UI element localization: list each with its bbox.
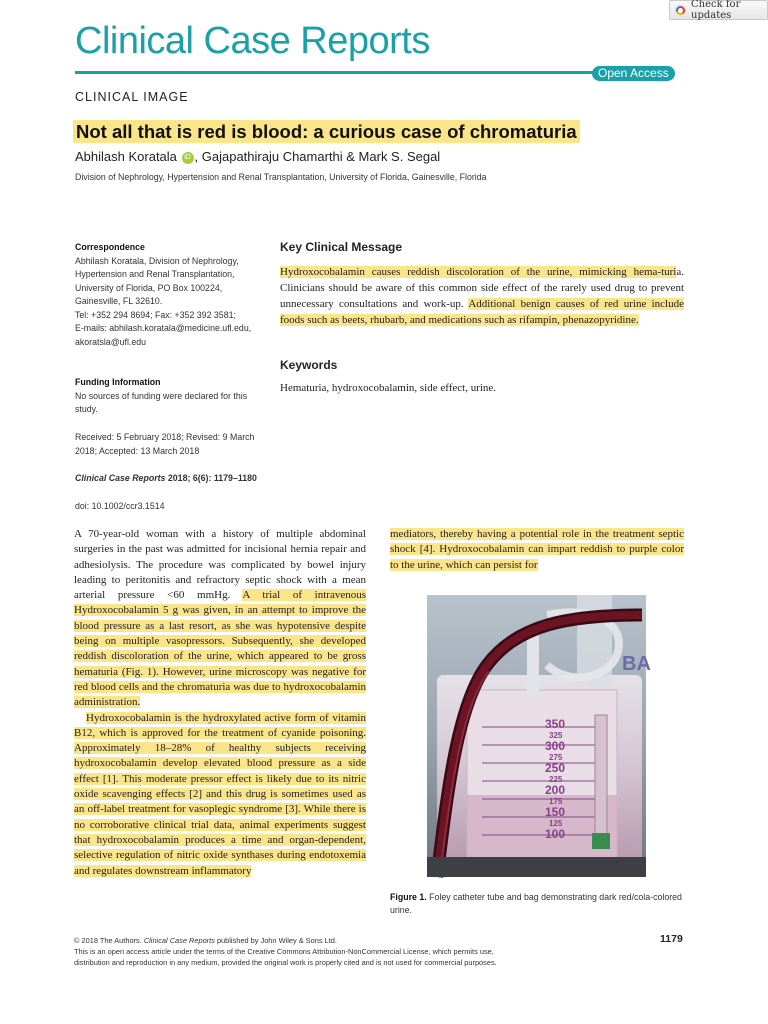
author-first[interactable]: Abhilash Koratala [75,149,177,164]
figure-caption-text: Foley catheter tube and bag demonstrating dark red/cola-colored urine. [390,892,682,915]
author-rest: , Gajapathiraju Chamarthi & Mark S. Segal [194,149,441,164]
dates-line: Received: 5 February 2018; Revised: 9 March [75,432,255,442]
funding-heading: Funding Information [75,377,161,387]
correspondence-email[interactable]: akoratsla@ufl.edu [75,336,147,347]
bag-letters: BA [622,653,651,675]
author-list [75,149,440,164]
scale-label: 350 [545,717,566,731]
keywords-heading: Keywords [280,358,338,372]
correspondence-line: University of Florida, PO Box 100224, [75,282,223,293]
keywords-text: Hematuria, hydroxocobalamin, side effect, urine. [280,382,497,394]
copyright-pre: © 2018 The Authors. [74,936,144,945]
journal-title: Clinical Case Reports [75,20,430,62]
key-message-highlight-2: Additional benign causes of red urine include foods such as beets, rhubarb, and medications such as rifampin, phenazopyridine. [280,298,684,326]
copyright-journal: Clinical Case Reports [143,936,215,945]
body-p3-highlight: mediators, thereby having a potential role in the treatment septic shock [4]. Hydroxocobalamin can impart reddish to purple color to the urine, which can persist for [390,528,684,571]
correspondence-line: Abhilash Koratala, Division of Nephrology, [75,255,239,266]
body-p2-highlight: Hydroxocobalamin is the hydroxylated active form of vitamin B12, which is approved for the treatment of cyanide poisoning. Approximately 18–28% of healthy subjects receiving hydroxocobalamin develop elevated blood pressure as a side effect [1]. This moderate pressor effect is likely due to its nitric oxide scavenging effects [2] and this drug is sometimes used as an off-label treatment for vasoplegic syndrome [3]. While there is no corroborative clinical trial data, animal experiments suggest that hydroxocobalamin produces a time and organ-dependent, selective regulation of nitric oxide synthases during endotoxemia and regulates downstream inflammatory [74,711,366,877]
citation-journal: Clinical Case Reports [75,473,166,483]
scale-label: 275 [549,753,563,762]
funding-line: No sources of funding were declared for this [75,390,248,401]
body-paragraph-2 [74,711,366,879]
journal-rule [75,71,595,74]
body-p1-plain: A 70-year-old woman with a history of multiple abdominal surgeries in the past was admitted for incisional hernia repair and adhesiolysis. The procedure was complicated by bowel injury leading to peritonitis and refractory septic shock with a mean arterial pressure <60 mmHg. [74,528,366,602]
article-title: Not all that is red is blood: a curious case of chromaturia [73,120,580,143]
body-left-column [74,527,366,879]
scale-label: 100 [545,827,566,841]
figure-image [427,595,651,877]
page-number: 1179 [660,933,683,945]
key-message-plain: a. Clinicians should be aware of this common side effect of the rarely used drug to prevent unnecessary consultations and work-up. [280,266,684,310]
funding-line: study. [75,404,98,414]
dates-line: 2018; Accepted: 13 March 2018 [75,445,200,456]
scale-label: 125 [549,819,563,828]
crossmark-icon [674,4,687,17]
scale-label: 225 [549,775,563,784]
body-p1-highlight: A trial of intravenous Hydroxocobalamin 5 g was given, in an attempt to improve the blood pressure as a last resort, as she was hypotensive despite being on multiple vasopressors. Subsequently, she developed reddish discoloration of the urine, which appeared to be gross hematuria (Fig. 1). However, urine microscopy was negative for red blood cells and the chromaturia was due to hydroxocobalamin administration. [74,589,366,709]
body-paragraph-1 [74,527,366,711]
key-message-highlight-1: Hydroxocobalamin causes reddish discoloration of the urine, mimicking hema-turi [280,266,677,278]
body-paragraph-3 [390,527,684,573]
check-for-updates-label: Check for updates [691,0,741,21]
license-footer [74,935,634,968]
orcid-icon[interactable]: iD [182,152,194,164]
license-line: distribution and reproduction in any medium, provided the original work is properly cited and is not used for commercial purposes. [74,958,497,967]
check-for-updates-button[interactable] [669,0,768,20]
key-message-heading: Key Clinical Message [280,240,403,254]
affiliation: Division of Nephrology, Hypertension and Renal Transplantation, University of Florida, Gainesville, Florida [75,172,487,182]
correspondence-line: Tel: +352 294 8694; Fax: +352 392 3581; [75,309,236,320]
funding-block [75,376,270,417]
dates-block [75,431,270,458]
correspondence-block [75,241,270,349]
copyright-post: published by John Wiley & Sons Ltd. [214,936,337,945]
correspondence-line: Gainesville, FL 32610. [75,296,163,306]
correspondence-line: Hypertension and Renal Transplantation, [75,269,235,279]
license-line: This is an open access article under the terms of the Creative Commons Attribution-NonCommercial License, which permits use, [74,947,494,956]
scale-label: 150 [545,805,566,819]
scale-label: 325 [549,731,563,740]
scale-label: 200 [545,783,566,797]
copyright-line [74,935,634,946]
body-right-column [390,527,684,573]
section-label: CLINICAL IMAGE [75,90,189,104]
doi[interactable]: doi: 10.1002/ccr3.1514 [75,501,165,511]
citation [75,472,270,486]
scale-label: 300 [545,739,566,753]
figure-caption [390,891,685,917]
correspondence-email[interactable]: E-mails: abhilash.koratala@medicine.ufl.edu, [75,323,252,333]
scale-label: 175 [549,797,563,806]
citation-volume: 2018; 6(6): 1179–1180 [165,473,257,483]
correspondence-heading: Correspondence [75,242,145,252]
open-access-badge: Open Access [592,66,675,81]
scale-label: 250 [545,761,566,775]
figure-caption-label: Figure 1. [390,892,427,902]
key-message-text [280,264,684,328]
